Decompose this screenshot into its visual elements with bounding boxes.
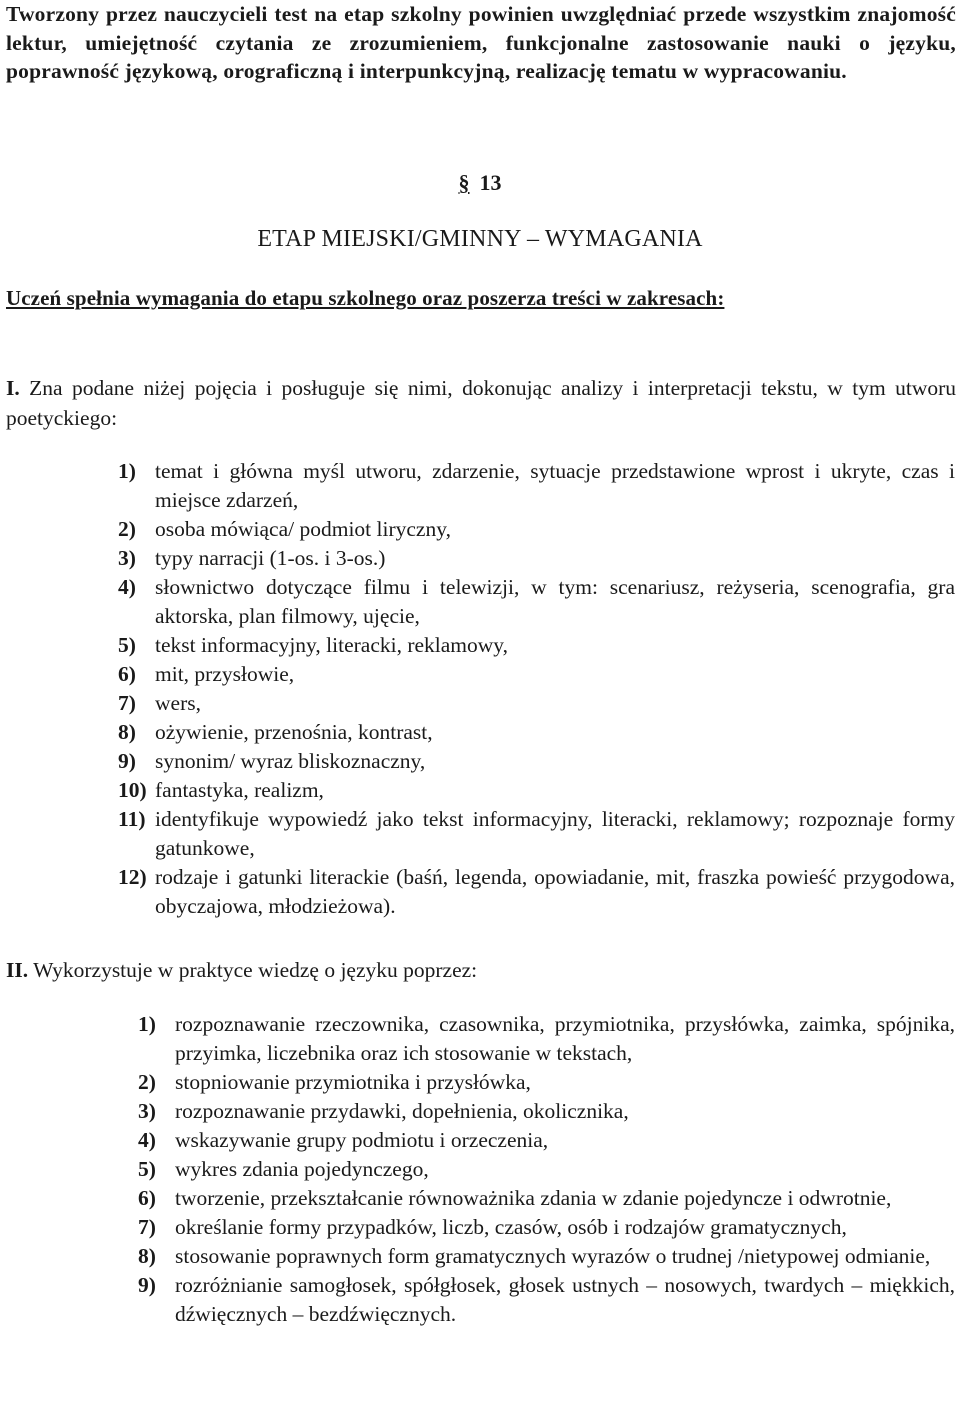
item-number: 6) — [118, 662, 136, 686]
list-item — [138, 1184, 955, 1213]
item-number: 4) — [138, 1128, 156, 1152]
item-text: słownictwo dotyczące filmu i telewizji, w tym: scenariusz, reżyseria, scenografia, gra aktorska, plan filmowy, ujęcie, — [155, 575, 955, 628]
intro-paragraph: Tworzony przez nauczycieli test na etap szkolny powinien uwzględniać przede wszystkim znajomość lektur, umiejętność czytania ze zrozumieniem, funkcjonalne zastosowanie nauki o języku, poprawność językową, orograficzną i interpunkcyjną, realizację tematu w wypracowaniu. — [6, 2, 956, 84]
list-item — [138, 1126, 955, 1155]
section-heading — [0, 170, 960, 196]
list-item — [118, 457, 955, 515]
requirements-line: Uczeń spełnia wymagania do etapu szkolnego oraz poszerza treści w zakresach: — [6, 286, 725, 310]
item-text: rodzaje i gatunki literackie (baśń, legenda, opowiadanie, mit, fraszka powieść przygodowa, obyczajowa, młodzieżowa). — [155, 865, 955, 918]
section-ii-numeral: II. — [6, 958, 29, 982]
item-text: synonim/ wyraz bliskoznaczny, — [155, 749, 426, 773]
item-number: 6) — [138, 1186, 156, 1210]
item-text: identyfikuje wypowiedź jako tekst informacyjny, literacki, reklamowy; rozpoznaje formy gatunkowe, — [155, 807, 955, 860]
section-i-text: Zna podane niżej pojęcia i posługuje się nimi, dokonując analizy i interpretacji tekstu, w tym utworu poetyckiego: — [6, 376, 957, 430]
item-text: osoba mówiąca/ podmiot liryczny, — [155, 517, 451, 541]
item-number: 3) — [138, 1099, 156, 1123]
list-item — [138, 1155, 955, 1184]
section-ii-intro — [6, 955, 956, 985]
list-item — [138, 1097, 955, 1126]
item-number: 9) — [118, 749, 136, 773]
section-ii-text: Wykorzystuje w praktyce wiedzę o języku poprzez: — [33, 958, 478, 982]
list-item — [138, 1010, 955, 1068]
list-item — [118, 689, 955, 718]
item-text: wers, — [155, 691, 201, 715]
list-item — [118, 544, 955, 573]
section-ii-list — [138, 1010, 955, 1329]
item-number: 1) — [118, 459, 136, 483]
list-item — [118, 805, 955, 863]
stage-heading: ETAP MIEJSKI/GMINNY – WYMAGANIA — [257, 226, 703, 252]
list-item — [118, 747, 955, 776]
section-i-list — [118, 457, 955, 921]
item-text: stopniowanie przymiotnika i przysłówka, — [175, 1070, 531, 1094]
list-item — [118, 573, 955, 631]
item-number: 8) — [138, 1244, 156, 1268]
list-item — [138, 1213, 955, 1242]
item-text: wykres zdania pojedynczego, — [175, 1157, 429, 1181]
item-text: tekst informacyjny, literacki, reklamowy, — [155, 633, 509, 657]
item-text: mit, przysłowie, — [155, 662, 295, 686]
item-number: 12) — [118, 865, 147, 889]
item-number: 3) — [118, 546, 136, 570]
list-item — [138, 1068, 955, 1097]
list-item — [118, 776, 955, 805]
item-number: 2) — [118, 517, 136, 541]
item-number: 7) — [138, 1215, 156, 1239]
list-item — [118, 660, 955, 689]
list-item — [118, 863, 955, 921]
item-number: 8) — [118, 720, 136, 744]
section-sign: § — [458, 170, 470, 195]
item-number: 4) — [118, 575, 136, 599]
section-i-intro — [6, 373, 956, 433]
item-number: 5) — [118, 633, 136, 657]
item-text: fantastyka, realizm, — [155, 778, 324, 802]
item-text: tworzenie, przekształcanie równoważnika zdania w zdanie pojedyncze i odwrotnie, — [175, 1186, 892, 1210]
item-number: 5) — [138, 1157, 156, 1181]
item-text: rozróżnianie samogłosek, spółgłosek, głosek ustnych – nosowych, twardych – miękkich, dźwięcznych – bezdźwięcznych. — [175, 1273, 955, 1326]
item-number: 11) — [118, 807, 146, 831]
item-text: temat i główna myśl utworu, zdarzenie, sytuacje przedstawione wprost i ukryte, czas i miejsce zdarzeń, — [155, 459, 955, 512]
item-text: ożywienie, przenośnia, kontrast, — [155, 720, 433, 744]
item-number: 10) — [118, 778, 147, 802]
item-number: 9) — [138, 1273, 156, 1297]
list-item — [118, 718, 955, 747]
list-item — [118, 515, 955, 544]
item-text: określanie formy przypadków, liczb, czasów, osób i rodzajów gramatycznych, — [175, 1215, 847, 1239]
item-number: 2) — [138, 1070, 156, 1094]
item-text: rozpoznawanie rzeczownika, czasownika, przymiotnika, przysłówka, zaimka, spójnika, przyimka, liczebnika oraz ich stosowanie w tekstach, — [175, 1012, 955, 1065]
list-item — [138, 1271, 955, 1329]
list-item — [138, 1242, 955, 1271]
item-number: 7) — [118, 691, 136, 715]
item-text: stosowanie poprawnych form gramatycznych wyrazów o trudnej /nietypowej odmianie, — [175, 1244, 931, 1268]
item-text: typy narracji (1-os. i 3-os.) — [155, 546, 386, 570]
item-text: rozpoznawanie przydawki, dopełnienia, okolicznika, — [175, 1099, 629, 1123]
list-item — [118, 631, 955, 660]
item-number: 1) — [138, 1012, 156, 1036]
item-text: wskazywanie grupy podmiotu i orzeczenia, — [175, 1128, 549, 1152]
section-number: 13 — [479, 170, 502, 195]
section-i-numeral: I. — [6, 376, 20, 400]
